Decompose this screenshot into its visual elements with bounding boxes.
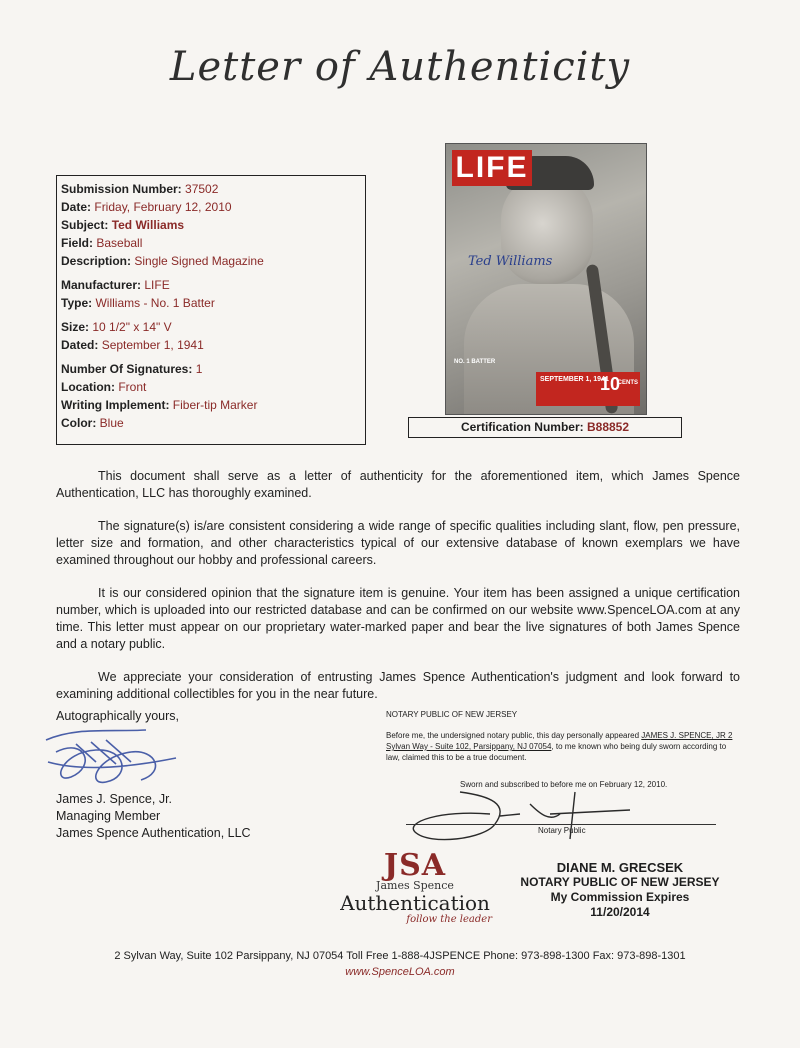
notary-text-underlined: JAMES J. SPENCE, JR 2 Sylvan Way - Suite 102, Parsippany, NJ 07054 bbox=[386, 731, 733, 751]
info-value: LIFE bbox=[144, 278, 170, 292]
notary-line-label: Notary Public bbox=[538, 826, 586, 835]
paragraph: We appreciate your consideration of entrusting James Spence Authentication's judgment and look forward to examining additional collectibles for you in the near future. bbox=[56, 670, 740, 701]
cover-date: SEPTEMBER 1, 1941 bbox=[540, 376, 609, 383]
info-row-writing-implement bbox=[61, 396, 361, 414]
footer-website-link[interactable]: www.SpenceLOA.com bbox=[345, 966, 455, 978]
info-value: Single Signed Magazine bbox=[134, 254, 264, 268]
info-row-location bbox=[61, 378, 361, 396]
info-value: 1 bbox=[195, 362, 203, 376]
closing-line: Autographically yours, bbox=[56, 709, 179, 723]
notary-signature bbox=[400, 784, 650, 844]
info-value: Ted Williams bbox=[111, 218, 185, 232]
info-label: Submission Number: bbox=[61, 182, 182, 196]
info-row-subject bbox=[61, 216, 361, 234]
info-value: Baseball bbox=[96, 236, 143, 250]
info-label: Number Of Signatures: bbox=[61, 362, 193, 376]
info-row-dated bbox=[61, 336, 361, 354]
info-value: Fiber-tip Marker bbox=[172, 398, 258, 412]
info-row-manufacturer bbox=[61, 276, 361, 294]
notary-text-before: Before me, the undersigned notary public, this day personally appeared bbox=[386, 731, 642, 740]
jsa-authentication: Authentication bbox=[340, 891, 490, 915]
cover-caption: NO. 1 BATTER bbox=[454, 359, 496, 365]
paragraph: This document shall serve as a letter of authenticity for the aforementioned item, which James Spence Authentication, LLC has thoroughly examined. bbox=[56, 469, 740, 500]
info-value: Williams - No. 1 Batter bbox=[95, 296, 215, 310]
info-row-color bbox=[61, 414, 361, 432]
info-label: Color: bbox=[61, 416, 97, 430]
jsa-mark: JSA bbox=[383, 848, 447, 883]
footer-address: 2 Sylvan Way, Suite 102 Parsippany, NJ 07054 Toll Free 1-888-4JSPENCE Phone: 973-898-1300 Fax: 973-898-1301 bbox=[114, 950, 686, 962]
signer-role: Managing Member bbox=[56, 809, 161, 823]
info-label: Manufacturer: bbox=[61, 278, 142, 292]
info-row-signatures bbox=[61, 360, 361, 378]
info-value: Blue bbox=[99, 416, 124, 430]
info-group bbox=[61, 318, 361, 354]
info-row-type bbox=[61, 294, 361, 312]
signer-company: James Spence Authentication, LLC bbox=[56, 826, 251, 840]
jsa-name: James Spence bbox=[376, 879, 454, 892]
life-logo: LIFE bbox=[452, 150, 532, 186]
jsa-logo bbox=[330, 848, 500, 940]
stamp-title: NOTARY PUBLIC OF NEW JERSEY bbox=[520, 875, 720, 889]
signer-name: James J. Spence, Jr. bbox=[56, 792, 173, 806]
cover-price: 10 bbox=[599, 374, 620, 394]
info-label: Type: bbox=[61, 296, 93, 310]
paragraph: The signature(s) is/are consistent considering a wide range of specific qualities including slant, flow, pen pressure, letter size and formation, and other characteristics typical of our extensive database of known exemplars we have examined throughout our hobby and professional careers. bbox=[56, 519, 740, 567]
info-row-field bbox=[61, 234, 361, 252]
info-row-submission bbox=[61, 180, 361, 198]
certification-label: Certification Number: bbox=[460, 420, 584, 434]
signer-block bbox=[56, 791, 251, 842]
notary-stamp bbox=[520, 860, 720, 920]
info-value: Friday, February 12, 2010 bbox=[94, 200, 232, 214]
info-label: Description: bbox=[61, 254, 132, 268]
notary-statement bbox=[386, 730, 736, 763]
notary-heading: NOTARY PUBLIC OF NEW JERSEY bbox=[386, 710, 518, 719]
info-group bbox=[61, 276, 361, 312]
info-label: Subject: bbox=[61, 218, 109, 232]
info-label: Writing Implement: bbox=[61, 398, 170, 412]
info-value: 37502 bbox=[185, 182, 219, 196]
sworn-statement: Sworn and subscribed to before me on February 12, 2010. bbox=[460, 780, 668, 789]
info-label: Date: bbox=[61, 200, 92, 214]
info-row-size bbox=[61, 318, 361, 336]
certification-number: B88852 bbox=[586, 420, 630, 434]
magazine-autograph: Ted Williams bbox=[468, 254, 553, 269]
cover-cents: CENTS bbox=[617, 380, 638, 386]
info-row-description bbox=[61, 252, 361, 270]
paragraph: It is our considered opinion that the signature item is genuine. Your item has been assigned a unique certification number, which is uploaded into our restricted database and can be confirmed on our website www.SpenceLOA.com at any time. This letter must appear on our proprietary water-marked paper and bear the live signatures of both James Spence and a notary public. bbox=[56, 586, 740, 651]
notary-signature-line bbox=[406, 824, 716, 825]
jsa-tagline: follow the leader bbox=[406, 914, 492, 925]
info-row-date bbox=[61, 198, 361, 216]
certification-box bbox=[408, 417, 682, 438]
info-group bbox=[61, 360, 361, 432]
notary-text-after: , to me known who being duly sworn according to law, claimed this to be a true document. bbox=[386, 742, 727, 762]
info-value: September 1, 1941 bbox=[101, 338, 204, 352]
info-group bbox=[61, 180, 361, 270]
info-value: Front bbox=[118, 380, 147, 394]
spence-signature bbox=[36, 722, 186, 792]
stamp-name: DIANE M. GRECSEK bbox=[556, 860, 684, 875]
info-label: Size: bbox=[61, 320, 90, 334]
cover-date-banner bbox=[536, 372, 640, 406]
page-title: Letter of Authenticity bbox=[169, 44, 631, 90]
info-label: Dated: bbox=[61, 338, 99, 352]
magazine-cover-photo bbox=[445, 143, 647, 415]
stamp-expiry: My Commission Expires 11/20/2014 bbox=[550, 890, 690, 919]
info-label: Location: bbox=[61, 380, 115, 394]
info-value: 10 1/2" x 14" V bbox=[92, 320, 172, 334]
info-label: Field: bbox=[61, 236, 93, 250]
item-info-box bbox=[56, 175, 366, 445]
